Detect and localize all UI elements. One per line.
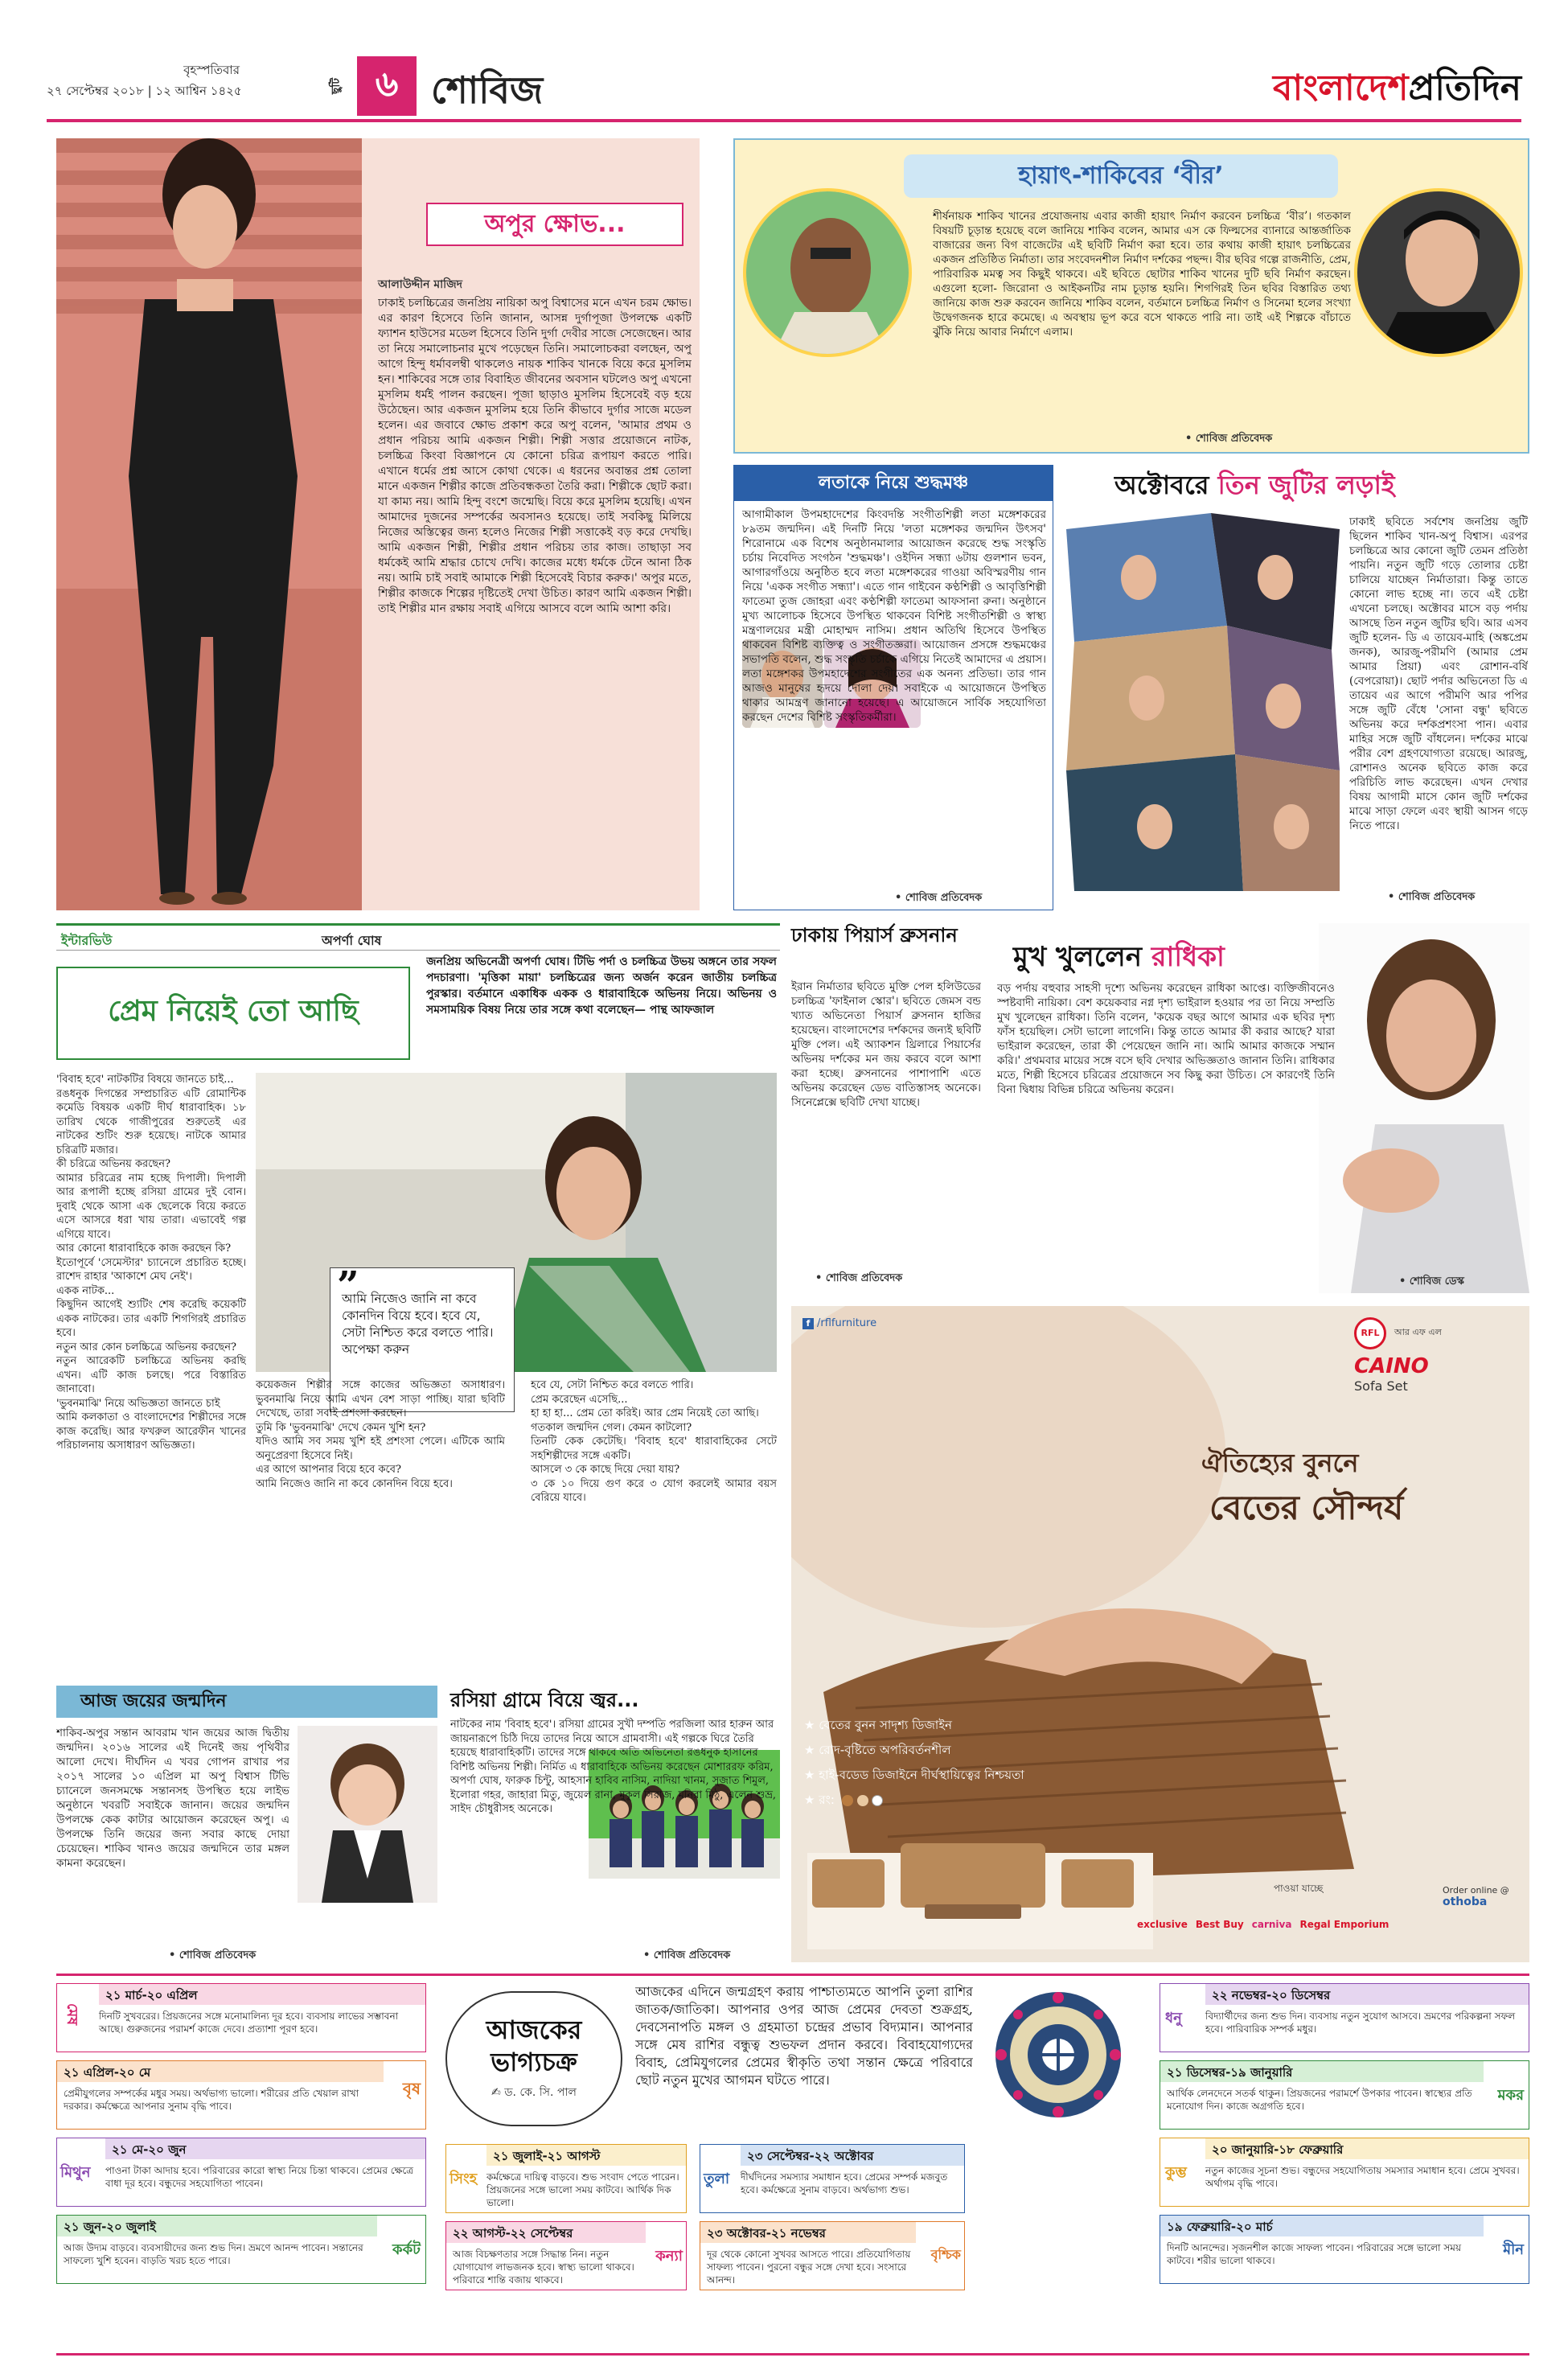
zodiac-mesh-range: ২১ মার্চ-২০ এপ্রিল <box>99 1984 425 2005</box>
zodiac-makar-text: আর্থিক লেনদেনে সতর্ক থাকুন। প্রিয়জনের পরামর্শে উপকার পাবেন। স্বাস্থ্যের প্রতি মনোযোগ দিন। কাজে অগ্রগতি হবে। <box>1167 2088 1472 2112</box>
lata-headline-bar <box>734 466 1053 501</box>
rosiya-article <box>450 1686 780 1962</box>
bir-headline-box <box>904 154 1338 198</box>
zodiac-makar <box>1160 2060 1529 2130</box>
ad-feature-1-text: বেতের বুনন সাদৃশ্য ডিজাইন <box>819 1718 952 1732</box>
radhika-headline-part2: রাধিকা <box>1151 941 1225 973</box>
october-headline-part1: অক্টোবরে <box>1114 470 1209 500</box>
zodiac-meen-range: ১৯ ফেব্রুয়ারি-২০ মার্চ <box>1160 2216 1484 2236</box>
ad-feature-1: ★ বেতের বুনন সাদৃশ্য ডিজাইন <box>804 1718 952 1732</box>
ad-brand-top: আর এফ এল <box>1394 1327 1442 1337</box>
ad-feature-2-text: রোদ-বৃষ্টিতে অপরিবর্তনশীল <box>819 1743 951 1757</box>
bir-headline: হায়াৎ-শাকিবের ‘বীর’ <box>1018 161 1224 190</box>
birthday-article <box>56 1686 437 1962</box>
zodiac-dhanu-range: ২২ নভেম্বর-২০ ডিসেম্বর <box>1205 1984 1529 2005</box>
color-swatch-brown[interactable] <box>842 1795 853 1806</box>
interview-col2: কয়েকজন শিল্পীর সঙ্গে কাজের অভিজ্ঞতা অসাধারণ। ভুবনমাঝি নিয়ে আমি এখন বেশ সাড়া পাচ্ছি। যারা ছবিটি দেখেছে, তারা সবাই প্রশংসা করছেন। তুমি কি 'ভুবনমাঝি' দেখে কেমন খুশি হন? যদিও আমি সব সময় খুশি হই প্রশংসা পেলে। এটিকে আমি অনুপ্রেরণা হিসেবে নিই। এর আগে আপনার বিয়ে হবে কবে? আমি নিজেও জানি না কবে কোনদিন বিয়ে হবে। <box>256 1379 505 1490</box>
zodiac-singha <box>445 2144 687 2213</box>
zodiac-makar-sign: মকর <box>1497 2087 1524 2104</box>
horoscope-intro: আজকের এদিনে জন্মগ্রহণ করায় পাশ্চাত্যমতে আপনি তুলা রাশির জাতক/জাতিকা। আপনার ওপর আজ প্রেমের দেবতা শুক্রগ্রহ, দেবসেনাপতি মঙ্গল ও গ্রহমাতা চন্দ্রের প্রভাব বিদ্যমান। আপনার সঙ্গে মেষ রাশির বন্ধুত্ব শুভফল প্রদান করবে। বিবাহযোগ্যদের বিবাহ, প্রেমিযুগলের প্রেমের স্বীকৃতি তথা সন্তান ক্ষেত্রে পরিবারে ছোট নতুন মুখের আগমন ঘটতে পারে। <box>635 1984 973 2088</box>
rosiya-credit: • শোবিজ প্রতিবেদক <box>643 1949 731 1961</box>
pierce-article <box>791 923 986 1293</box>
zodiac-brish-range: ২১ এপ্রিল-২০ মে <box>57 2061 384 2082</box>
paper-logo-part2: প্রতিদিন <box>1408 68 1521 109</box>
birthday-headline: আজ জয়ের জন্মদিন <box>80 1690 227 1711</box>
zodiac-singha-range: ২১ জুলাই-২১ আগস্ট <box>486 2145 686 2166</box>
horoscope-title: আজকের ভাগ্যচক্র <box>486 2015 582 2077</box>
page-bottom-rule <box>56 2353 1529 2356</box>
bir-photo-left-illustration <box>746 191 912 357</box>
radhika-headline <box>1013 936 1225 982</box>
masthead-date: ২৭ সেপ্টেম্বর ২০১৮ | ১২ আশ্বিন ১৪২৫ <box>47 84 242 98</box>
zodiac-dhanu-text: বিদ্যার্থীদের জন্য শুভ দিন। ব্যবসায় নতুন সুযোগ আসবে। ভ্রমণের পরিকল্পনা সফল হবে। পারিবারিক সম্পর্ক মধুর। <box>1205 2011 1516 2035</box>
color-swatch-white[interactable] <box>872 1795 883 1806</box>
october-headline-part2: তিন জুটির লড়াই <box>1217 470 1395 500</box>
radhika-credit-text: শোবিজ ডেস্ক <box>1409 1275 1464 1288</box>
october-credit: • শোবিজ প্রতিবেদক <box>1388 891 1476 903</box>
apu-headline-box <box>426 203 683 246</box>
rosiya-body: নাটকের নাম 'বিবাহ হবে'। রসিয়া গ্রামের সুখী দম্পতি পরজিলা আর হারুন আর জায়নারূপে চিঠি দিয়ে তাদের নিয়ে আসে গ্রামবাসী। এই গল্পকে ঘিরে তৈরি হয়েছে ধারাবাহিকটি। তাদের সঙ্গে থাকবে অতি অভিনেতা রঙধনুক হাসানের বিশিষ্ট অভিনয় শিল্পী। নির্মিত এ ধারাবাহিকে অভিনয় করেছেন মোশাররফ করিম, অপর্ণা ঘোষ, ফারুক চিন্টু, আহসান হাবিব নাসিম, নাদিয়া খানম, সুজাত শিমুল, ইলোরা গহর, জাহারা মিতু, জুয়েল রানা, মুকুল সিরাজ, মনিরা মিঠু, এলেন শুভ্র, সাইদ চৌধুরীসহ অনেকে। <box>450 1719 777 1815</box>
bir-photo-right-illustration <box>1357 191 1523 357</box>
zodiac-tula-range: ২৩ সেপ্টেম্বর-২২ অক্টোবর <box>741 2145 964 2166</box>
pierce-credit-text: শোবিজ প্রতিবেদক <box>825 1272 903 1284</box>
rosiya-credit-text: শোবিজ প্রতিবেদক <box>653 1949 731 1961</box>
october-body: ঢাকাই ছবিতে সর্বশেষ জনপ্রিয় জুটি ছিলেন শাকিব খান-অপু বিশ্বাস। এরপর চলচ্চিত্রে আর কোনো জুটি তেমন প্রতিষ্ঠা পায়নি। নতুন জুটি গড়ে তোলার চেষ্টা চালিয়ে যাচ্ছেন নির্মাতারা। কিন্তু তাতে কোনো লাভ হচ্ছে না। তবে এই চেষ্টা এখনো চলছে। অক্টোবর মাসে বড় পর্দায় আসছে তিন নতুন জুটির ছবি। আর এসব জুটি হলেন- ডি এ তায়েব-মাহি (অঙ্কপ্রেম জনক), আরজু-পরীমণি (আমার প্রেম আমার প্রিয়া) এবং রোশান-বর্ষি (বেপরোয়া)। ছোট পর্দার অভিনেতা ডি এ তায়েব এর আগে পরীমণি আর পপির সঙ্গে জুটি বেঁধে 'সোনা বন্ধু' ছবিতে অভিনয় করে দর্শকপ্রশংসা পান। এবার মাহির সঙ্গে জুটি বাঁধলেন। দর্শকের মাঝে পরীর বেশ গ্রহণযোগ্যতা রয়েছে। আরজু, রোশানও অনেক ছবিতে কাজ করে পরিচিতি লাভ করেছেন। এখন দেখার বিষয় আগামী মাসে কোন জুটি দর্শকের মাঝে সাড়া ফেলে এবং স্থায়ী আসন গড়ে নিতে পারে। <box>1349 515 1528 832</box>
zodiac-meen-sign: মীন <box>1503 2241 1524 2258</box>
zodiac-meen <box>1160 2215 1529 2284</box>
section-badge <box>320 58 352 114</box>
zodiac-tula-text: দীর্ঘদিনের সমস্যার সমাধান হবে। প্রেমের সম্পর্ক মজবুত হবে। কর্মক্ষেত্রে সুনাম বাড়বে। অর্থভাগ্য শুভ। <box>741 2171 948 2195</box>
pierce-body: ইরান নির্মাতার ছবিতে মুক্তি পেল হলিউডের চলচ্চিত্র 'ফাইনাল স্কোর'। ছবিতে জেমস বন্ড খ্যাত অভিনেতা পিয়ার্স ব্রুসনান হাজির হয়েছেন। বাংলাদেশের দর্শকদের জন্যই ছবিটি মুক্তি পেল। এই অ্যাকশন থ্রিলারে পিয়ার্সের অভিনয় দর্শকের মন জয় করবে বলে আশা করা হচ্ছে। ব্রুসনানের পাশাপাশি এতে অভিনয় করেছেন ডেভ বাতিস্তাসহ অনেকে। সিনেপ্লেক্সে ছবিটি দেখা যাচ্ছে। <box>791 980 981 1109</box>
october-photos <box>1066 513 1340 891</box>
radhika-body: বড় পর্দায় বহুবার সাহসী দৃশ্যে অভিনয় করেছেন রাধিকা আপ্তে। ব্যক্তিজীবনেও স্পষ্টবাদী নায়িকা। বেশ কয়েকবার নগ্ন দৃশ্য ভাইরাল হওয়ার পর তা নিয়ে সম্প্রতি মুখ খুলেছেন রাধিকা। তিনি বলেন, 'কয়েক বছর আগে আমার এক ছবির দৃশ্য ফাঁস হয়েছিল। সেটা ভালো লাগেনি। কিন্তু তাতে আমার কী করার আছে? যারা ভাইরাল করেছেন, তারা কী পেয়েছেন জানি না। আমি আমার কাজকে সম্মান করি।' প্রথমবার মায়ের সঙ্গে বসে ছবি দেখার অভিজ্ঞতাও জানান তিনি। রাধিকার মতে, শিল্পী হিসেবে চরিত্রের প্রয়োজনে সব কিছু করা উচিত। সে কারণেই তিনি বিনা দ্বিধায় বিভিন্ন চরিত্রে অভিনয় করেন। <box>997 982 1335 1096</box>
facebook-icon: f <box>802 1318 814 1329</box>
zodiac-karkat <box>56 2215 426 2284</box>
zodiac-brish <box>56 2060 426 2130</box>
apu-headline: অপুর ক্ষোভ... <box>484 209 626 238</box>
interview-quote-tail: অপেক্ষা করুন <box>342 1342 410 1357</box>
zodiac-brishchik-text: দূর থেকে কোনো সুখবর আসতে পারে। প্রতিযোগিতায় সাফল্য পাবেন। পুরনো বন্ধুর সঙ্গে দেখা হবে। সংসারে আনন্দ। <box>707 2249 911 2286</box>
ad-color-row: ★ রং: <box>804 1791 1142 1811</box>
interview-headline-box <box>56 967 410 1060</box>
zodiac-mithun-text: পাওনা টাকা আদায় হবে। পরিবারের কারো স্বাস্থ্য নিয়ে চিন্তা থাকবে। প্রেমের ক্ষেত্রে বাধা দূর হবে। বন্ধুদের সহযোগিতা পাবেন। <box>105 2165 413 2189</box>
interview-subject: অপর্ণা ঘোষ <box>322 933 382 948</box>
birthday-body: শাকিব-অপুর সন্তান আবরাম খান জয়ের আজ দ্বিতীয় জন্মদিন। ২০১৬ সালের এই দিনেই জয় পৃথিবীর আলো দেখে। দীর্ঘদিন এ খবর গোপন রাখার পর ২০১৭ সালের ১০ এপ্রিল মা অপু বিশ্বাস টিভি চ্যানেলে জনসমক্ষে সন্তানসহ উপস্থিত হয়ে লাইভ অনুষ্ঠানে খবরটি সবাইকে জানান। জয়ের জন্মদিন উপলক্ষে কেক কাটার আয়োজন করেছেন অপু। এ উপলক্ষে তিনি জয়ের জন্য সবার কাছে দোয়া চেয়েছেন। শাকিব খানও জয়ের জন্মদিনে তার মঙ্গল কামনা করেছেন। <box>56 1727 289 1870</box>
ad-facebook-handle: /rflfurniture <box>817 1317 877 1329</box>
zodiac-kanya-text: আজ বিচক্ষণতার সঙ্গে সিদ্ধান্ত নিন। নতুন যোগাযোগ লাভজনক হবে। স্বাস্থ্য ভালো থাকবে। পরিবারে শান্তি বজায় থাকবে। <box>453 2249 634 2286</box>
bir-photo-right <box>1354 188 1523 357</box>
paper-logo <box>1273 61 1521 120</box>
zodiac-brishchik-range: ২৩ অক্টোবর-২১ নভেম্বর <box>700 2222 916 2243</box>
ad-tagline2: বেতের সৌন্দর্য <box>1209 1488 1404 1527</box>
horoscope-author: ✍ ড. কে. সি. পাল <box>491 2086 577 2099</box>
retailer-carniva: carniva <box>1251 1919 1292 1930</box>
page-number-text: ৬ <box>375 63 399 105</box>
zodiac-tula-sign: তুলা <box>704 2171 730 2187</box>
ad-order-online-label: Order online @ <box>1443 1885 1509 1896</box>
ad-online-shop: othoba <box>1443 1896 1488 1908</box>
rfl-logo-icon: RFL <box>1354 1317 1386 1349</box>
lata-body: আগামীকাল উপমহাদেশের কিংবদন্তি সংগীতশিল্পী লতা মঙ্গেশকরের ৮৯তম জন্মদিন। এই দিনটি নিয়ে 'লতা মঙ্গেশকর জন্মদিন উৎসব' শিরোনামে এক বিশেষ অনুষ্ঠানমালার আয়োজন করেছে শুদ্ধ সংস্কৃতি চর্চায় নিবেদিত সংগঠন 'শুদ্ধমঞ্চ'। ওইদিন সন্ধ্যা ৬টায় গুলশান ভবন, আগারগাঁওয়ে অনুষ্ঠিত হবে লতা মঙ্গেশকরের গাওয়া অবিস্মরণীয় গান নিয়ে 'একক সংগীত সন্ধ্যা'। এতে গান গাইবেন কণ্ঠশিল্পী ও আবৃত্তিশিল্পী ফাতেমা তুজ জোহরা এবং কণ্ঠশিল্পী ফাতেমা আফসানা রুনা। অনুষ্ঠানে মুখ্য আলোচক হিসেবে উপস্থিত থাকবেন বিশিষ্ট সংগীতশিল্পী ও স্বাস্থ্য মন্ত্রণালয়ের মন্ত্রী মোহাম্মদ নাসিম। প্রধান অতিথি হিসেবে উপস্থিত থাকবেন বিশিষ্ট ব্যক্তিত্ব ও সংগীতজ্ঞরা। আয়োজন প্রসঙ্গে শুদ্ধমঞ্চের সভাপতি বলেন, শুদ্ধ সংস্কৃতি চর্চাকে এগিয়ে নিতেই আমাদের এ প্রয়াস। লতা মঙ্গেশকর উপমহাদেশের সংগীতের এক অনন্য প্রতিভা। তার গান আজও মানুষের হৃদয়ে দোলা দেয়। সবাইকে এ আয়োজনে উপস্থিত থাকার আমন্ত্রণ জানানো হয়েছে। এ আয়োজনে সার্বিক সহযোগিতা করছেন দেশের বিশিষ্ট সংস্কৃতিকর্মীরা। <box>742 508 1046 724</box>
zodiac-dhanu <box>1160 1983 1529 2052</box>
zodiac-karkat-text: আজ উদ্যম বাড়বে। ব্যবসায়ীদের জন্য শুভ দিন। ভ্রমণে আনন্দ পাবেন। সন্তানের সাফল্যে খুশি হবেন। বাড়তি খরচ হতে পারে। <box>64 2242 363 2266</box>
october-headline <box>1114 465 1395 508</box>
radhika-credit: • শোবিজ ডেস্ক <box>1399 1275 1464 1288</box>
zodiac-kanya-sign: কন্যা <box>655 2248 683 2265</box>
birthday-photo <box>298 1726 437 1903</box>
apu-article <box>56 138 700 910</box>
radhika-article <box>997 923 1529 1293</box>
color-swatch-tan[interactable] <box>857 1795 868 1806</box>
lata-credit: • শোবিজ প্রতিবেদক <box>895 892 983 904</box>
radhika-headline-part1: মুখ খুললেন <box>1013 941 1142 973</box>
pierce-credit: • শোবিজ প্রতিবেদক <box>815 1272 903 1284</box>
zodiac-wheel-icon <box>986 1986 1131 2123</box>
zodiac-dhanu-sign: ধনু <box>1165 2010 1182 2027</box>
ad-brand-sub: Sofa Set <box>1354 1378 1408 1394</box>
horoscope-title-box <box>445 1991 622 2126</box>
ad-brand-name: CAINO <box>1354 1354 1429 1378</box>
radhika-photo <box>1319 923 1529 1293</box>
birthday-credit-text: শোবিজ প্রতিবেদক <box>179 1949 257 1961</box>
ad-retailers <box>1137 1904 1523 1945</box>
ad-facebook[interactable] <box>802 1317 876 1329</box>
ad-order-online[interactable] <box>1443 1885 1509 1908</box>
sofa-set-icon <box>804 1827 1150 1924</box>
zodiac-kumbha-range: ২০ জানুয়ারি-১৮ ফেব্রুয়ারি <box>1205 2138 1529 2159</box>
zodiac-kumbha <box>1160 2138 1529 2207</box>
zodiac-singha-text: কর্মক্ষেত্রে দায়িত্ব বাড়বে। শুভ সংবাদ পেতে পারেন। প্রিয়জনের সঙ্গে ভালো সময় কাটবে। আর্থিক দিক ভালো। <box>486 2171 679 2208</box>
ad-feature-list <box>804 1716 1142 1811</box>
lata-headline: লতাকে নিয়ে শুদ্ধমঞ্চ <box>818 472 969 493</box>
masthead <box>47 56 1521 122</box>
quote-mark-icon: ” <box>337 1263 359 1308</box>
birthday-credit: • শোবিজ প্রতিবেদক <box>169 1949 257 1961</box>
furniture-ad <box>791 1306 1529 1962</box>
ad-color-label: রং: <box>819 1793 835 1807</box>
page-number <box>357 56 417 116</box>
retailer-exclusive: exclusive <box>1137 1919 1188 1930</box>
retailer-bestbuy: Best Buy <box>1195 1919 1244 1930</box>
zodiac-brish-text: প্রেমীযুগলের সম্পর্কের মধুর সময়। অর্থভাগ্য ভালো। শরীরের প্রতি খেয়াল রাখা দরকার। কর্মক্ষেত্রে আপনার সুনাম বৃদ্ধি পাবে। <box>64 2088 359 2112</box>
lata-credit-text: শোবিজ প্রতিবেদক <box>905 892 983 904</box>
pierce-headline: ঢাকায় পিয়ার্স ব্রুসনান <box>791 924 958 947</box>
ad-feature-2: ★ রোদ-বৃষ্টিতে অপরিবর্তনশীল <box>804 1743 951 1757</box>
zodiac-singha-sign: সিংহ <box>449 2171 478 2187</box>
interview-article <box>56 923 780 1657</box>
apu-author: আলাউদ্দীন মাজিদ <box>378 278 463 291</box>
zodiac-kumbha-text: নতুন কাজের সূচনা শুভ। বন্ধুদের সহযোগিতায় সমস্যার সমাধান হবে। প্রেমে সুখবর। অর্থাগম বৃদ্ধি পাবে। <box>1205 2165 1520 2189</box>
zodiac-mesh-text: দিনটি সুখবরের। প্রিয়জনের সঙ্গে মনোমালিন্য দূর হবে। ব্যবসায় লাভের সম্ভাবনা আছে। গুরুজনের পরামর্শ কাজে দেবে। প্রত্যাশা পূরণ হবে। <box>99 2011 399 2035</box>
bir-photo-left <box>743 188 912 357</box>
apu-photo-illustration <box>56 138 362 910</box>
zodiac-kumbha-sign: কুম্ভ <box>1165 2164 1187 2181</box>
interview-topbar <box>56 923 780 951</box>
bir-credit: • শোবিজ প্রতিবেদক <box>1185 433 1273 445</box>
section-title: শোবিজ <box>431 68 544 112</box>
section-badge-text: ছুটি <box>330 77 343 95</box>
zodiac-kanya <box>445 2221 687 2290</box>
masthead-weekday: বৃহস্পতিবার <box>183 63 240 77</box>
interview-intro: জনপ্রিয় অভিনেত্রী অপর্ণা ঘোষ। টিভি পর্দা ও চলচ্চিত্র উভয় অঙ্গনে তার সফল পদচারণা। 'মৃত্তিকা মায়া' চলচ্চিত্রের জন্য অর্জন করেন জাতীয় চলচ্চিত্র পুরস্কার। বর্তমানে একাধিক একক ও ধারাবাহিকে অভিনয় নিয়ে। অভিনয় ও সমসাময়িক বিষয় নিয়ে তার সঙ্গে কথা বলেছেন— পান্থ আফজাল <box>426 955 777 1017</box>
bir-body: শীর্ষনায়ক শাকিব খানের প্রযোজনায় এবার কাজী হায়াৎ নির্মাণ করবেন চলচ্চিত্র ‘বীর’। গতকাল বিষয়টি চূড়ান্ত হয়েছে বলে জানিয়ে শাকিব বলেন, আমার এস কে ফিল্মসের ব্যানারে আন্তর্জাতিক বাজারের জন্য বিগ বাজেটের এই ছবিটি নির্মাণ করা হবে। তার কথায় কাজী হায়াৎ চলচ্চিত্রের একজন প্রতিষ্ঠিত নির্মাতা। তার সংবেদনশীল নির্মাণ দর্শকের পছন্দ। বীর ছবির গল্পে রাজনীতি, প্রেম, পারিবারিক মমত্ব সব কিছুই থাকবে। এই ছবিতে ছোটার শাকিব খানের দুটি ছবি নির্মাণ করছেন। এগুলো হলো- জিরোনা ও আইকনটির নাম চূড়ান্ত হয়নি। শিগগিরই তিন ছবির বিস্তারিত তথ্য জানিয়ে কাজ শুরু করবেন জানিয়ে শাকিব বলেন, বর্তমানে চলচ্চিত্র নির্মাণ ও সিনেমা হলের সংখ্যা উদ্বেগজনক হারে কমেছে। এ অবস্থায় ভূপ করে বসে থাকতে পারি না। তাই এই শিল্পকে বাঁচাতে ঝুঁকি নিয়ে আবার নির্মাণে এলাম। <box>933 210 1351 339</box>
apu-body: ঢাকাই চলচ্চিত্রের জনপ্রিয় নায়িকা অপু বিশ্বাসের মনে এখন চরম ক্ষোভ। এর কারণ হিসেবে তিনি জানান, আসন্ন দুর্গাপূজা উপলক্ষে একটি ফ্যাশন হাউসের মডেল হিসেবে তিনি দুর্গা দেবীর সাজে সেজেছেন। আর তা নিয়ে সমালোচনার মুখে পড়েছেন তিনি। সমালোচকরা বলছেন, অপু আগে হিন্দু ধর্মাবলম্বী থাকলেও নায়ক শাকিব খানকে বিয়ে করে মুসলিম হন। শাকিবের সঙ্গে তার বিবাহিত জীবনের অবসান ঘটলেও অপু এখনো মুসলিম ধর্মই পালন করছেন। পূজা ছাড়াও মুসলিম হিসেবেই বড় হয়ে উঠেছেন। আর একজন মুসলিম হয়ে তিনি কীভাবে দুর্গার সাজে মডেল হলেন। এর জবাবে ক্ষোভ প্রকাশ করে অপু বলেন, 'আমার প্রথম ও প্রধান পরিচয় আমি একজন শিল্পী। শিল্পী সত্তার প্রয়োজনে নাটক, চলচ্চিত্র কিংবা বিজ্ঞাপনে যে কোনো চরিত্র রূপায়ণ করতে পারি। এখানে ধর্মের প্রশ্ন আসে কোথা থেকে। এ ধরনের অবান্তর প্রশ্ন তোলা মানে একজন শিল্পীর কাজে প্রতিবন্ধকতা তৈরি করা। শিল্পীকে ছোট করা। যা কাম্য নয়। আমি হিন্দু বংশে জন্মেছি। বিয়ে করে মুসলিম হয়েছি। এখন আমাদের দুজনের সম্পর্কের অবসানও হয়েছে। তাই সবকিছু মিলিয়ে নিজের অস্তিত্বের জন্য হলেও নিজের শিল্পী সত্তাকেই বড় করে দেখছি। আমি একজন শিল্পী, শিল্পীর প্রধান পরিচয় তার কাজ। তাছাড়া সব ধর্মকেই আমি শ্রদ্ধার চোখে দেখি। কাজের মধ্যে ধর্মকে টেনে আনা ঠিক নয়। আমি চাই সবাই আমাকে শিল্পী হিসেবেই বিচার করুক।' অপুর মতে, শিল্পীর কাজকে শিল্পের দৃষ্টিতেই দেখা উচিত। কারণ আমি একজন শিল্পী। তাই শিল্পীর মান রক্ষায় সবাই এগিয়ে আসবে বলে আমি আশা করি। <box>378 297 692 615</box>
retailer-regal: Regal Emporium <box>1299 1919 1389 1930</box>
zodiac-brishchik <box>700 2221 965 2290</box>
ad-brand-block <box>1354 1317 1515 1394</box>
october-article <box>1066 465 1529 910</box>
zodiac-makar-range: ২১ ডিসেম্বর-১৯ জানুয়ারি <box>1160 2061 1484 2082</box>
lata-article <box>733 465 1053 910</box>
ad-available: পাওয়া যাচ্ছে <box>1274 1883 1324 1894</box>
paper-logo-part1: বাংলাদেশ <box>1273 68 1409 109</box>
interview-col1: 'বিবাহ হবে' নাটকটির বিষয়ে জানতে চাই... রঙধনুক দিগন্তের সম্প্রচারিত এটি রোমান্টিক কমেডি বিষয়ক একটি দীর্ঘ ধারাবাহিক। ১৮ তারিখ থেকে গাজীপুরের শুরুতেই এর নাটকের শুটিং শুরু হয়েছে। নাটকে আমার চরিত্রটি মজার। কী চরিত্রে অভিনয় করছেন? আমার চরিত্রের নাম হচ্ছে দিপালী। দিপালী আর রূপালী হচ্ছে রসিয়া গ্রামের দুই বোন। দুবাই থেকে আসা এক ছেলেকে বিয়ে করতে এসে আসরে ধরা খায় তারা। এভাবেই গল্প এগিয়ে যাবে। আর কোনো ধারাবাহিকে কাজ করছেন কি? ইতোপূর্বে 'সেমেস্টার' চ্যানেলে প্রচারিত হচ্ছে। রাশেদ রাহার 'আকাশে মেঘ নেই'। একক নাটক... কিছুদিন আগেই শ্যুটিং শেষ করেছি কয়েকটি একক নাটকের। তার একটি শিগগিরই প্রচারিত হবে। নতুন আর কোন চলচ্চিত্রে অভিনয় করছেন? নতুন আরেকটি চলচ্চিত্রে অভিনয় করছি এখন। এটি কাজ চলছে। পরে বিস্তারিত জানাবো। 'ভুবনমাঝি' নিয়ে অভিজ্ঞতা জানতে চাই আমি কলকাতা ও বাংলাদেশের শিল্পীদের সঙ্গে কাজ করেছি। আর ফখরুল আরেফীন খানের পরিচালনায় অসাধারণ অভিজ্ঞতা। <box>56 1074 246 1452</box>
zodiac-mithun <box>56 2138 426 2207</box>
interview-headline: প্রেম নিয়েই তো আছি <box>108 995 359 1028</box>
rosiya-headline: রসিয়া গ্রামে বিয়ে জ্বর... <box>450 1689 639 1711</box>
ad-sofa-set-illustration <box>804 1827 1150 1924</box>
bir-credit-text: শোবিজ প্রতিবেদক <box>1195 433 1273 445</box>
october-credit-text: শোবিজ প্রতিবেদক <box>1398 891 1476 903</box>
radhika-photo-illustration <box>1319 923 1529 1293</box>
interview-quote: আমি নিজেও জানি না কবে কোনদিন বিয়ে হবে। হবে যে, সেটা নিশ্চিত করে বলতে পারি। <box>342 1292 494 1340</box>
zodiac-karkat-sign: কর্কট <box>392 2241 421 2258</box>
zodiac-mesh-sign: মেষ <box>64 2003 80 2026</box>
zodiac-meen-text: দিনটি আনন্দের। সৃজনশীল কাজে সাফল্য পাবেন। পরিবারের সঙ্গে ভালো সময় কাটবে। শরীর ভালো থাকবে। <box>1167 2242 1462 2266</box>
zodiac-mesh <box>56 1983 426 2052</box>
interview-col3: হবে যে, সেটা নিশ্চিত করে বলতে পারি। প্রেম করেছেন এসেছি... হা হা হা... প্রেম তো করিই। আর প্রেম নিয়েই তো আছি। গতকাল জন্মদিন গেল। কেমন কাটলো? তিনটি কেক কেটেছি। 'বিবাহ হবে' ধারাবাহিকের সেটে সহশিল্পীদের সঙ্গে একটি। আসলে ৩ কে কাছে দিয়ে দেয়া যায়? ৩ কে ১০ দিয়ে গুণ করে ৩ যোগ করলেই আমার বয়স বেরিয়ে যাবে। <box>531 1379 777 1504</box>
interview-section-label: ইন্টারভিউ <box>61 933 113 948</box>
bir-article <box>733 138 1529 454</box>
ad-feature-3: ★ হাই-বডেড ডিজাইনে দীর্ঘস্থায়িত্বের নিশ্চয়তা <box>804 1768 1024 1782</box>
ad-tagline1: ঐতিহ্যের বুননে <box>1201 1448 1359 1478</box>
zodiac-mithun-sign: মিথুন <box>60 2164 91 2181</box>
birthday-headline-bar <box>56 1686 437 1718</box>
horoscope-author-text: ড. কে. সি. পাল <box>504 2086 577 2099</box>
zodiac-brishchik-sign: বৃশ্চিক <box>930 2247 961 2262</box>
zodiac-mithun-range: ২১ মে-২০ জুন <box>105 2138 425 2159</box>
zodiac-tula <box>700 2144 965 2213</box>
apu-photo <box>56 138 362 910</box>
ad-feature-3-text: হাই-বডেড ডিজাইনে দীর্ঘস্থায়িত্বের নিশ্চয়তা <box>819 1768 1024 1782</box>
zodiac-wheel-illustration <box>986 1986 1131 2123</box>
birthday-photo-illustration <box>298 1726 437 1903</box>
october-photos-illustration <box>1066 513 1340 891</box>
zodiac-brish-sign: বৃষ <box>402 2079 421 2098</box>
zodiac-kanya-range: ২২ আগস্ট-২২ সেপ্টেম্বর <box>446 2222 646 2243</box>
zodiac-karkat-range: ২১ জুন-২০ জুলাই <box>57 2216 377 2236</box>
